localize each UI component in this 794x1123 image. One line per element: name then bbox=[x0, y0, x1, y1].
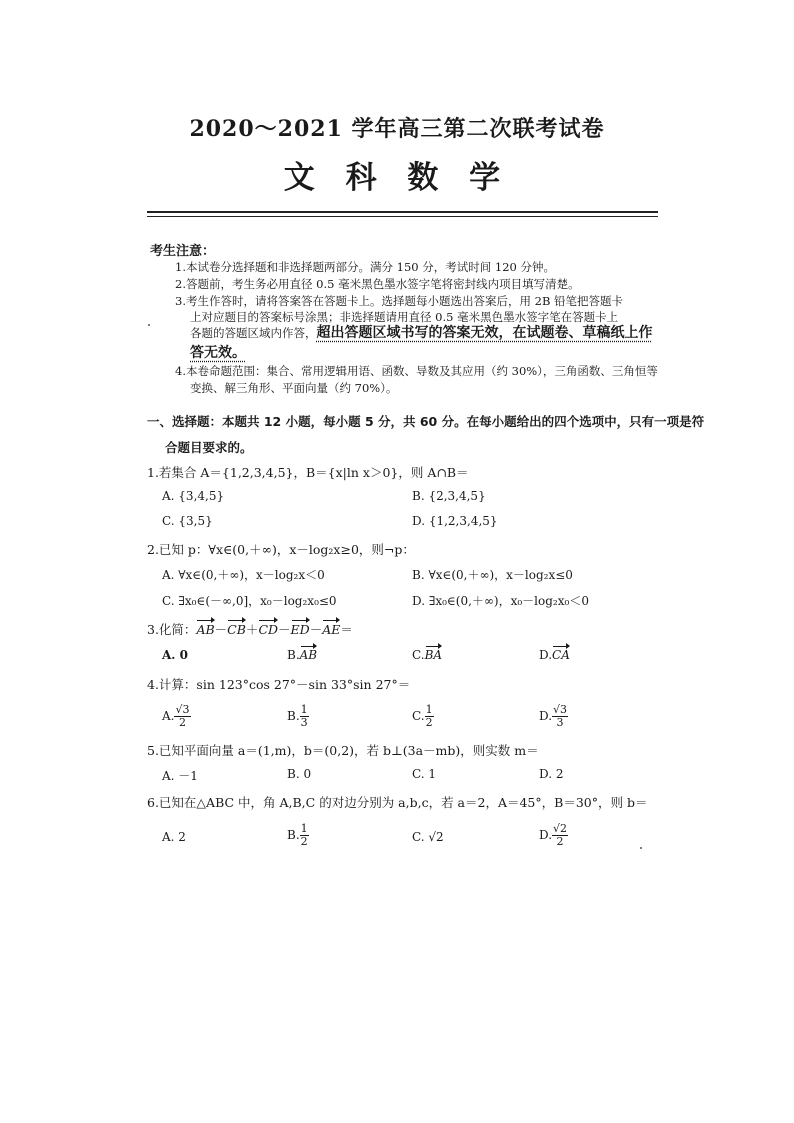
question-1-option-b: B. {2,3,4,5} bbox=[412, 489, 486, 503]
vector-ab-option: AB bbox=[299, 648, 318, 662]
question-3-option-a: A. 0 bbox=[162, 648, 189, 662]
vector-cb: CB bbox=[227, 622, 246, 637]
vector-ae: AE bbox=[322, 622, 341, 637]
vector-ca-option: CA bbox=[552, 648, 570, 662]
question-6-option-c: C. √2 bbox=[412, 830, 444, 844]
question-4-option-d: D. $\frac{√3}{3}$ bbox=[539, 703, 568, 729]
header-rule-thin bbox=[147, 216, 658, 217]
exam-title: 2020～2021 学年高三第二次联考试卷 bbox=[189, 116, 605, 142]
question-5-option-d: D. 2 bbox=[539, 767, 564, 781]
vector-ed: ED bbox=[290, 622, 310, 637]
question-6-option-d: D. $\frac{√2}{2}$ bbox=[539, 822, 568, 848]
question-4-option-c: C. $\frac{1}{2}$ bbox=[412, 703, 433, 729]
question-6-option-b: B. $\frac{1}{2}$ bbox=[287, 822, 308, 848]
vector-ab: AB bbox=[196, 622, 215, 637]
notice-heading: 考生注意： bbox=[150, 244, 216, 259]
header-rule-thick bbox=[147, 211, 658, 213]
notice-item-3-line-3 bbox=[190, 322, 653, 342]
question-1-option-c: C. {3,5} bbox=[162, 514, 213, 528]
question-3-option-c: C.BA bbox=[412, 648, 443, 662]
notice-item-4-line-2: 变换、解三角形、平面向量（约 70%）。 bbox=[190, 381, 398, 395]
question-2-option-d: D. ∃x₀∈(0,＋∞)，x₀－log₂x₀＜0 bbox=[412, 594, 589, 608]
notice-item-3-line-3-normal: 各题的答题区域内作答， bbox=[190, 326, 317, 340]
notice-item-3-line-1: 3.考生作答时，请将答案答在答题卡上。选择题每小题选出答案后，用 2B 铅笔把答题卡 bbox=[175, 294, 624, 308]
question-2-stem: 2.已知 p：∀x∈(0,＋∞)，x－log₂x≥0，则¬p： bbox=[147, 542, 415, 557]
question-5-option-a: A. －1 bbox=[162, 769, 198, 783]
question-4-option-a: A. $\frac{√3}{2}$ bbox=[162, 703, 190, 729]
question-3-option-d: D.CA bbox=[539, 648, 570, 662]
notice-item-3-emphasis: 超出答题区域书写的答案无效，在试题卷、草稿纸上作 bbox=[316, 325, 653, 341]
section-heading-line-1: 一、选择题：本题共 12 小题，每小题 5 分，共 60 分。在每小题给出的四个选项中，只有一项是符 bbox=[147, 414, 705, 429]
question-1-option-d: D. {1,2,3,4,5} bbox=[412, 514, 498, 528]
question-1-option-a: A. {3,4,5} bbox=[162, 489, 225, 503]
question-5-option-c: C. 1 bbox=[412, 767, 437, 781]
question-6-stem: 6.已知在△ABC 中，角 A,B,C 的对边分别为 a,b,c，若 a＝2，A＝45°，B＝30°，则 b＝ bbox=[147, 795, 648, 810]
notice-item-3-line-4: 答无效。 bbox=[190, 345, 246, 361]
question-3-option-b: B.AB bbox=[287, 648, 318, 662]
vector-cd: CD bbox=[258, 622, 279, 637]
scan-speck bbox=[148, 324, 150, 326]
question-2-option-c: C. ∃x₀∈(－∞,0]，x₀－log₂x₀≤0 bbox=[162, 594, 337, 608]
question-3-stem: 3.化简：AB－CB＋CD－ED－AE＝ bbox=[147, 622, 353, 637]
notice-item-1: 1.本试卷分选择题和非选择题两部分。满分 150 分，考试时间 120 分钟。 bbox=[175, 260, 555, 274]
question-2-option-a: A. ∀x∈(0,＋∞)，x－log₂x＜0 bbox=[162, 568, 325, 582]
subject-title: 文 科 数 学 bbox=[283, 160, 511, 196]
question-4-stem: 4.计算：sin 123°cos 27°－sin 33°sin 27°＝ bbox=[147, 677, 411, 692]
scan-speck bbox=[640, 847, 642, 849]
question-2-option-b: B. ∀x∈(0,＋∞)，x－log₂x≤0 bbox=[412, 568, 573, 582]
notice-item-2: 2.答题前，考生务必用直径 0.5 毫米黑色墨水签字笔将密封线内项目填写清楚。 bbox=[175, 277, 580, 291]
section-heading-line-2: 合题目要求的。 bbox=[165, 440, 253, 455]
question-3-prefix: 3.化简： bbox=[147, 622, 197, 637]
vector-ba-option: BA bbox=[424, 648, 443, 662]
notice-item-3-line-2: 上对应题目的答案标号涂黑；非选择题请用直径 0.5 毫米黑色墨水签字笔在答题卡上 bbox=[190, 310, 619, 324]
question-5-option-b: B. 0 bbox=[287, 767, 312, 781]
question-5-stem: 5.已知平面向量 a＝(1,m)，b＝(0,2)，若 b⊥(3a－mb)，则实数 m＝ bbox=[147, 743, 539, 758]
question-4-option-b: B. $\frac{1}{3}$ bbox=[287, 703, 308, 729]
question-6-option-a: A. 2 bbox=[162, 830, 186, 844]
notice-item-4-line-1: 4.本卷命题范围：集合、常用逻辑用语、函数、导数及其应用（约 30%），三角函数、三角恒等 bbox=[175, 364, 658, 378]
question-1-stem: 1.若集合 A＝{1,2,3,4,5}，B＝{x|ln x＞0}，则 A∩B＝ bbox=[147, 465, 469, 480]
